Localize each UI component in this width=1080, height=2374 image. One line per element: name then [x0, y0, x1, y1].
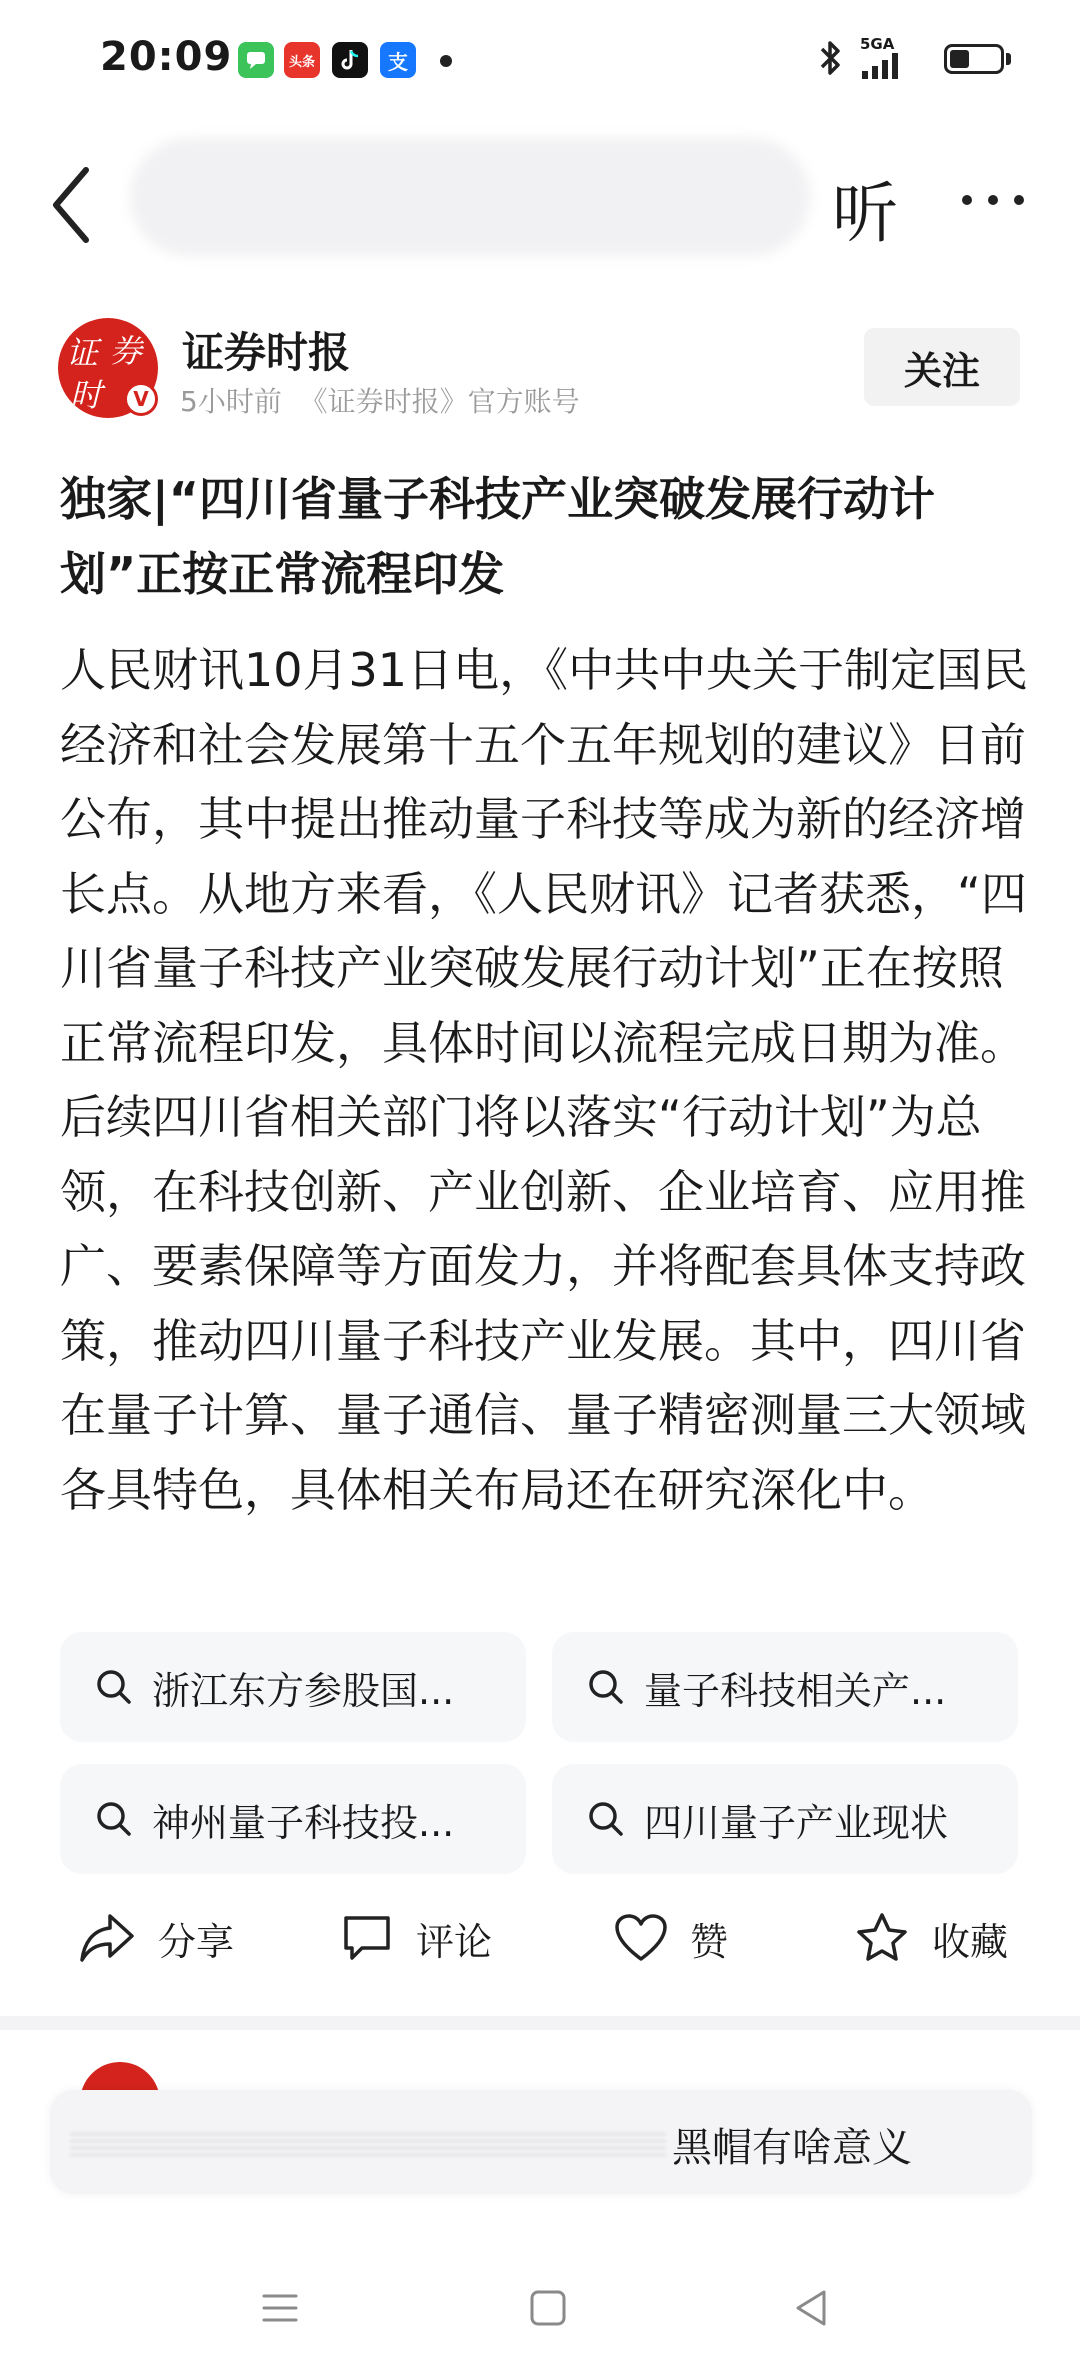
listen-button[interactable]: 听	[832, 175, 898, 252]
related-search-chip[interactable]	[552, 1632, 1018, 1742]
nav-home-button[interactable]	[526, 2288, 570, 2332]
article-body: 人民财讯10月31日电，《中共中央关于制定国民经济和社会发展第十五个五年规划的建议》日前公布，其中提出推动量子科技等成为新的经济增长点。从地方来看，《人民财讯》记者获悉，“四川省量子科技产业突破发展行动计划”正在按照正常流程印发，具体时间以流程完成日期为准。后续四川省相关部门将以落实“行动计划”为总领，在科技创新、产业创新、企业培育、应用推广、要素保障等方面发力，并将配套具体支持政策，推动四川量子科技产业发展。其中，四川省在量子计算、量子通信、量子精密测量三大领域各具特色，具体相关布局还在研究深化中。	[60, 643, 1029, 1517]
search-icon	[94, 1799, 134, 1839]
nav-back-button[interactable]	[790, 2288, 834, 2332]
heart-icon	[614, 1913, 668, 1963]
comment-icon	[340, 1912, 394, 1964]
related-search-label: 浙江东方参股国...	[152, 1668, 455, 1713]
search-icon	[94, 1667, 134, 1707]
article-title: 独家|“四川省量子科技产业突破发展行动计划”正按正常流程印发	[60, 472, 936, 601]
related-search-label: 量子科技相关产...	[644, 1668, 947, 1713]
back-triangle-icon	[790, 2288, 834, 2328]
related-search-chip[interactable]	[60, 1632, 526, 1742]
avatar-char: 券	[110, 332, 143, 370]
search-bar[interactable]	[130, 138, 810, 256]
follow-button[interactable]: 关注	[864, 328, 1020, 406]
comment-label: 评论	[416, 1919, 493, 1964]
floating-bar-blurred-text	[70, 2128, 666, 2158]
bluetooth-icon	[818, 38, 844, 87]
menu-icon	[258, 2288, 302, 2328]
comment-button[interactable]	[340, 1906, 492, 1970]
network-type-label: 5GA	[860, 35, 895, 53]
verified-badge-icon: V	[124, 382, 158, 416]
share-button[interactable]	[78, 1906, 234, 1970]
search-icon	[586, 1667, 626, 1707]
avatar-char: 证	[66, 334, 99, 372]
battery-tip	[1006, 53, 1011, 65]
related-search-chip[interactable]	[60, 1764, 526, 1874]
favorite-label: 收藏	[932, 1919, 1009, 1964]
tiktok-app-icon	[332, 42, 368, 78]
like-button[interactable]	[614, 1906, 728, 1970]
status-time: 20:09	[100, 34, 233, 80]
author-name[interactable]: 证券时报	[182, 328, 351, 377]
star-icon	[854, 1911, 910, 1965]
floating-bar-text[interactable]: 黑帽有啥意义	[672, 2125, 912, 2171]
section-divider	[0, 2016, 1080, 2030]
more-options-button[interactable]	[955, 170, 1035, 230]
back-button[interactable]	[40, 160, 110, 250]
avatar-char: 时	[70, 376, 103, 414]
alipay-app-icon: 支	[380, 42, 416, 78]
share-label: 分享	[158, 1919, 235, 1964]
favorite-button[interactable]	[854, 1906, 1008, 1970]
search-icon	[586, 1799, 626, 1839]
messages-app-icon	[238, 42, 274, 78]
author-meta: 5小时前 《证券时报》官方账号	[180, 385, 580, 418]
related-search-label: 神州量子科技投...	[152, 1800, 455, 1845]
share-icon	[78, 1910, 136, 1966]
like-label: 赞	[690, 1919, 729, 1964]
battery-icon	[944, 44, 1004, 74]
home-icon	[526, 2288, 570, 2328]
related-search-label: 四川量子产业现状	[644, 1800, 949, 1845]
related-search-chip[interactable]	[552, 1764, 1018, 1874]
notification-dot	[440, 55, 452, 67]
more-icon	[955, 170, 1035, 230]
signal-icon	[860, 36, 930, 81]
toutiao-app-icon: 头条	[284, 42, 320, 78]
nav-menu-button[interactable]	[258, 2288, 302, 2332]
